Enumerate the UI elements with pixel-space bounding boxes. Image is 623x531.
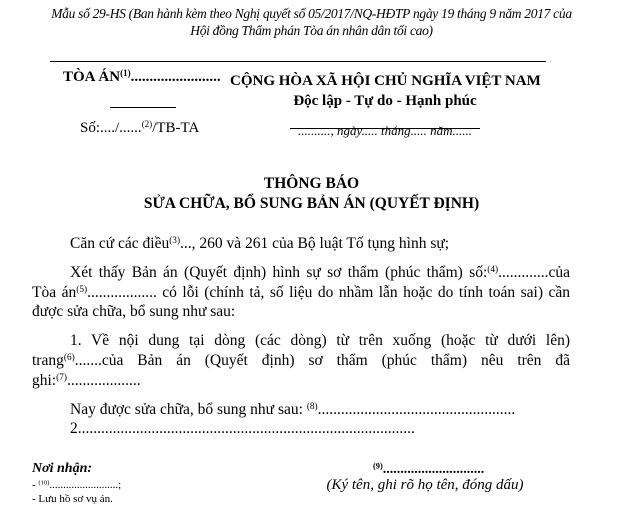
- document-number: Số:..../......$^{(2)}$/TB-TA: [80, 119, 200, 136]
- signature-note: (Ký tên, ghi rõ họ tên, đóng dấu): [326, 477, 524, 493]
- body-amendment: Nay được sửa chữa, bổ sung như sau: $^{(8)}$...................................................: [70, 401, 516, 418]
- signature-line: $^{(9)}$.............................: [373, 461, 485, 477]
- body-item-1: 1. Về nội dung tại dòng (các dòng) từ trên xuống (hoặc từ dưới lên): [70, 332, 570, 349]
- body-paragraph-2-end: được sửa chữa, bổ sung như sau:: [32, 303, 236, 320]
- recipients-label: Nơi nhận:: [32, 461, 93, 476]
- recipient-item-1: - $^{(10)}$.........................;: [32, 479, 122, 491]
- nation-title: CỘNG HÒA XÃ HỘI CHỦ NGHĨA VIỆT NAM: [230, 73, 541, 89]
- body-paragraph-2: Xét thấy Bản án (Quyết định) hình sự sơ thẩm (phúc thẩm) số:$^{(4)}$.............của: [70, 264, 570, 281]
- date-line: .........., ngày..... tháng..... năm......: [297, 123, 473, 138]
- body-item-2: 2.......................................................................................: [70, 420, 415, 437]
- document-title: THÔNG BÁO: [263, 175, 360, 192]
- nation-motto: Độc lập - Tự do - Hạnh phúc: [293, 93, 477, 109]
- body-item-1-cont: trang$^{(6)}$.......của Bản án (Quyết định) sơ thẩm (phúc thẩm) nêu trên đã: [32, 352, 570, 369]
- form-note-line2: Hội đồng Thẩm phán Tòa án nhân dân tối cao): [190, 23, 433, 38]
- court-name: TÒA ÁN$^{(1)}$........................: [63, 68, 221, 85]
- body-item-1-end: ghi:$^{(7)}$...................: [32, 372, 141, 389]
- court-underline: [110, 107, 176, 108]
- body-paragraph-1: Căn cứ các điều$^{(3)}$..., 260 và 261 của Bộ luật Tố tụng hình sự;: [70, 235, 450, 252]
- body-paragraph-2-cont: Tòa $án^{(5)}$.................. có lỗi (chính tả, số liệu do nhầm lẫn hoặc do tính toán sai) cần: [32, 284, 570, 301]
- document-subtitle: SỬA CHỮA, BỔ SUNG BẢN ÁN (QUYẾT ĐỊNH): [143, 195, 480, 212]
- header-divider: [50, 61, 546, 62]
- recipient-item-2: - Lưu hồ sơ vụ án.: [32, 493, 113, 505]
- form-note-line1: Mẫu số 29-HS (Ban hành kèm theo Nghị quyết số 05/2017/NQ-HĐTP ngày 19 tháng 9 năm 2017 của: [51, 6, 572, 21]
